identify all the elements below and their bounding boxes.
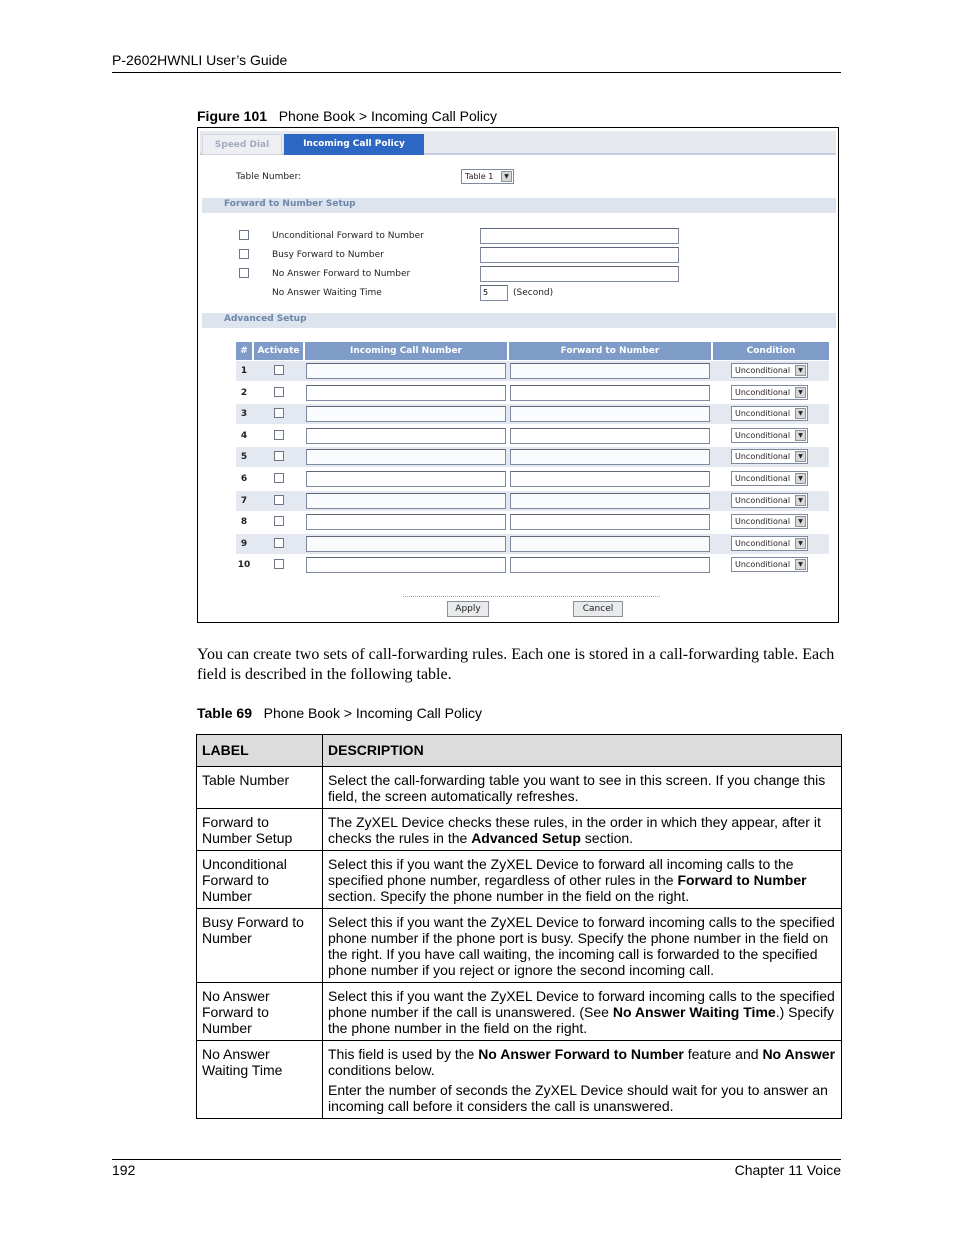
rule-row-number: 2 (240, 388, 248, 398)
rule-forward-number-input[interactable] (510, 428, 710, 444)
button-divider (403, 596, 660, 597)
description-text: section. Specify the phone number in the field on the right. (328, 888, 690, 904)
tab-speed-dial[interactable]: Speed Dial (202, 134, 282, 155)
rule-condition-value: Unconditional (735, 431, 791, 440)
rule-activate-checkbox[interactable] (274, 473, 284, 483)
busy-forward-number-input[interactable] (480, 247, 679, 263)
rule-incoming-number-input[interactable] (306, 449, 506, 465)
rule-forward-number-input[interactable] (510, 493, 710, 509)
description-paragraph (328, 856, 836, 904)
tab-bar (200, 131, 836, 155)
unconditional-forward-label: Unconditional Forward to Number (272, 231, 424, 241)
rule-activate-checkbox[interactable] (274, 495, 284, 505)
description-emphasis: Forward to Number (677, 872, 807, 888)
description-paragraph (328, 814, 836, 846)
rule-forward-number-input[interactable] (510, 514, 710, 530)
table-header-row (197, 735, 842, 767)
figure-caption (197, 108, 497, 124)
incoming-call-policy-screenshot (197, 127, 839, 623)
rule-incoming-number-input[interactable] (306, 493, 506, 509)
rule-forward-number-input[interactable] (510, 449, 710, 465)
figure-number: Figure 101 (197, 108, 268, 124)
header-divider (112, 72, 841, 73)
description-emphasis: No Answer (762, 1046, 836, 1062)
rule-incoming-number-input[interactable] (306, 471, 506, 487)
field-description (323, 1041, 842, 1119)
no-answer-forward-label: No Answer Forward to Number (272, 269, 411, 279)
description-emphasis: No Answer Waiting Time (612, 1004, 776, 1020)
rule-condition-value: Unconditional (735, 560, 791, 569)
table-row (197, 809, 842, 851)
field-label: Forward to Number Setup (197, 809, 323, 851)
rule-condition-value: Unconditional (735, 452, 791, 461)
no-answer-forward-checkbox[interactable] (239, 268, 249, 278)
description-text: The ZyXEL Device checks these rules, in the order in which they appear, after it checks the rules in the (328, 814, 821, 846)
description-text: Enter the number of seconds the ZyXEL Device should wait for you to answer an incoming call before it considers the call is unanswered. (328, 1082, 828, 1114)
no-answer-forward-number-input[interactable] (480, 266, 679, 282)
rule-activate-checkbox[interactable] (274, 408, 284, 418)
apply-button[interactable]: Apply (447, 601, 489, 617)
rule-row-number: 8 (240, 517, 248, 527)
rule-condition-select[interactable] (731, 363, 808, 378)
description-text: section. (580, 830, 634, 846)
field-label: No Answer Forward to Number (197, 983, 323, 1041)
chevron-down-icon[interactable]: ▼ (795, 387, 806, 398)
field-description (323, 851, 842, 909)
column-header-incoming-call-number: Incoming Call Number (305, 342, 507, 360)
waiting-time-unit: (Second) (513, 288, 554, 298)
rule-condition-select[interactable] (731, 385, 808, 400)
rule-activate-checkbox[interactable] (274, 559, 284, 569)
description-text: Select the call-forwarding table you want to see in this screen. If you change this field, the screen automatically refreshes. (328, 772, 826, 804)
rule-condition-value: Unconditional (735, 388, 791, 397)
rule-condition-value: Unconditional (735, 496, 791, 505)
rule-activate-checkbox[interactable] (274, 516, 284, 526)
page-header-title: P-2602HWNLI User’s Guide (112, 52, 288, 68)
rule-forward-number-input[interactable] (510, 557, 710, 573)
table-number-label: Table Number: (236, 172, 302, 182)
forward-to-number-section (202, 198, 836, 213)
description-text: conditions below. (328, 1062, 435, 1078)
rule-forward-number-input[interactable] (510, 536, 710, 552)
rule-activate-checkbox[interactable] (274, 451, 284, 461)
forward-to-number-section-title: Forward to Number Setup (224, 199, 356, 209)
column-header-forward-to-number: Forward to Number (509, 342, 711, 360)
rule-condition-select[interactable] (731, 536, 808, 551)
description-text: Select this if you want the ZyXEL Device to forward incoming calls to the specified phone number if the call is unanswered. (See (328, 988, 835, 1020)
rule-incoming-number-input[interactable] (306, 385, 506, 401)
rule-activate-checkbox[interactable] (274, 430, 284, 440)
chevron-down-icon[interactable]: ▼ (795, 451, 806, 462)
description-emphasis: Advanced Setup (471, 830, 581, 846)
rule-row-number: 7 (240, 496, 248, 506)
rule-row-number: 5 (240, 452, 248, 462)
rule-activate-checkbox[interactable] (274, 387, 284, 397)
waiting-time-label: No Answer Waiting Time (272, 288, 382, 298)
column-header-number: # (236, 342, 252, 360)
cancel-button[interactable]: Cancel (573, 601, 623, 617)
column-header-condition: Condition (713, 342, 829, 360)
rule-row-number: 4 (240, 431, 248, 441)
field-description (323, 767, 842, 809)
intro-paragraph: You can create two sets of call-forwarding rules. Each one is stored in a call-forwarding table. Each field is described in the following table. (197, 646, 835, 683)
rule-forward-number-input[interactable] (510, 471, 710, 487)
rule-condition-value: Unconditional (735, 474, 791, 483)
rule-condition-select[interactable] (731, 428, 808, 443)
description-emphasis: No Answer Forward to Number (478, 1046, 684, 1062)
field-label: Table Number (197, 767, 323, 809)
chevron-down-icon[interactable]: ▼ (795, 365, 806, 376)
header-description: DESCRIPTION (323, 735, 842, 767)
rule-activate-checkbox[interactable] (274, 538, 284, 548)
busy-forward-label: Busy Forward to Number (272, 250, 384, 260)
figure-title: Phone Book > Incoming Call Policy (278, 108, 497, 124)
field-description-table (196, 734, 842, 1119)
rule-row-number: 9 (240, 539, 248, 549)
field-label: Unconditional Forward to Number (197, 851, 323, 909)
rule-condition-value: Unconditional (735, 539, 791, 548)
column-header-activate: Activate (254, 342, 303, 360)
description-text: Select this if you want the ZyXEL Device to forward all incoming calls to the specified phone number, regardless of other rules in the (328, 856, 794, 888)
table-row (197, 851, 842, 909)
description-text: This field is used by the (328, 1046, 479, 1062)
field-label: Busy Forward to Number (197, 909, 323, 983)
rule-activate-checkbox[interactable] (274, 365, 284, 375)
page-number: 192 (112, 1162, 136, 1178)
rule-forward-number-input[interactable] (510, 385, 710, 401)
chevron-down-icon[interactable]: ▼ (795, 559, 806, 570)
advanced-setup-section-title: Advanced Setup (224, 314, 307, 324)
description-paragraph (328, 914, 836, 978)
chevron-down-icon[interactable]: ▼ (501, 171, 512, 182)
description-text: feature and (683, 1046, 763, 1062)
rule-incoming-number-input[interactable] (306, 406, 506, 422)
rule-condition-select[interactable] (731, 493, 808, 508)
table-caption (197, 705, 482, 721)
rule-condition-select[interactable] (731, 406, 808, 421)
description-paragraph (328, 1082, 836, 1114)
description-text: .) Specify the phone number in the field on the right. (328, 1004, 835, 1036)
rule-incoming-number-input[interactable] (306, 514, 506, 530)
rule-condition-select[interactable] (731, 557, 808, 572)
rule-condition-value: Unconditional (735, 366, 791, 375)
rule-condition-select[interactable] (731, 449, 808, 464)
header-label: LABEL (197, 735, 323, 767)
footer-divider (112, 1159, 841, 1160)
description-paragraph (328, 988, 836, 1036)
table-row (197, 909, 842, 983)
field-description (323, 809, 842, 851)
rule-incoming-number-input[interactable] (306, 557, 506, 573)
chevron-down-icon[interactable]: ▼ (795, 473, 806, 484)
field-description (323, 983, 842, 1041)
chevron-down-icon[interactable]: ▼ (795, 538, 806, 549)
description-paragraph (328, 1046, 836, 1078)
chevron-down-icon[interactable]: ▼ (795, 430, 806, 441)
table-number-value: Table 1 (465, 172, 494, 181)
advanced-setup-section (202, 313, 836, 328)
table-number: Table 69 (197, 705, 252, 721)
table-number-select[interactable] (461, 169, 514, 184)
rule-incoming-number-input[interactable] (306, 363, 506, 379)
tab-incoming-call-policy[interactable]: Incoming Call Policy (284, 134, 424, 155)
description-text: Select this if you want the ZyXEL Device to forward incoming calls to the specified phone number if the phone port is busy. Specify the phone number in the field on the right. If you have call waiting, the incoming call is forwarded to the specified phone number if you reject or ignore the second incoming call. (328, 914, 835, 978)
rule-incoming-number-input[interactable] (306, 536, 506, 552)
rule-condition-select[interactable] (731, 514, 808, 529)
rule-row-number: 1 (240, 366, 248, 376)
rule-incoming-number-input[interactable] (306, 428, 506, 444)
field-label: No Answer Waiting Time (197, 1041, 323, 1119)
chevron-down-icon[interactable]: ▼ (795, 516, 806, 527)
unconditional-forward-checkbox[interactable] (239, 230, 249, 240)
rule-row-number: 3 (240, 409, 248, 419)
table-title: Phone Book > Incoming Call Policy (263, 705, 482, 721)
table-row (197, 767, 842, 809)
chapter-title: Chapter 11 Voice (734, 1162, 841, 1178)
rule-condition-value: Unconditional (735, 409, 791, 418)
rule-forward-number-input[interactable] (510, 363, 710, 379)
chevron-down-icon[interactable]: ▼ (795, 408, 806, 419)
rule-forward-number-input[interactable] (510, 406, 710, 422)
rule-condition-value: Unconditional (735, 517, 791, 526)
table-row (197, 983, 842, 1041)
busy-forward-checkbox[interactable] (239, 249, 249, 259)
description-paragraph (328, 772, 836, 804)
table-row (197, 1041, 842, 1119)
field-description (323, 909, 842, 983)
chevron-down-icon[interactable]: ▼ (795, 495, 806, 506)
rule-row-number: 10 (237, 560, 251, 570)
rule-row-number: 6 (240, 474, 248, 484)
rule-condition-select[interactable] (731, 471, 808, 486)
unconditional-forward-number-input[interactable] (480, 228, 679, 244)
waiting-time-input[interactable]: 5 (480, 285, 508, 301)
